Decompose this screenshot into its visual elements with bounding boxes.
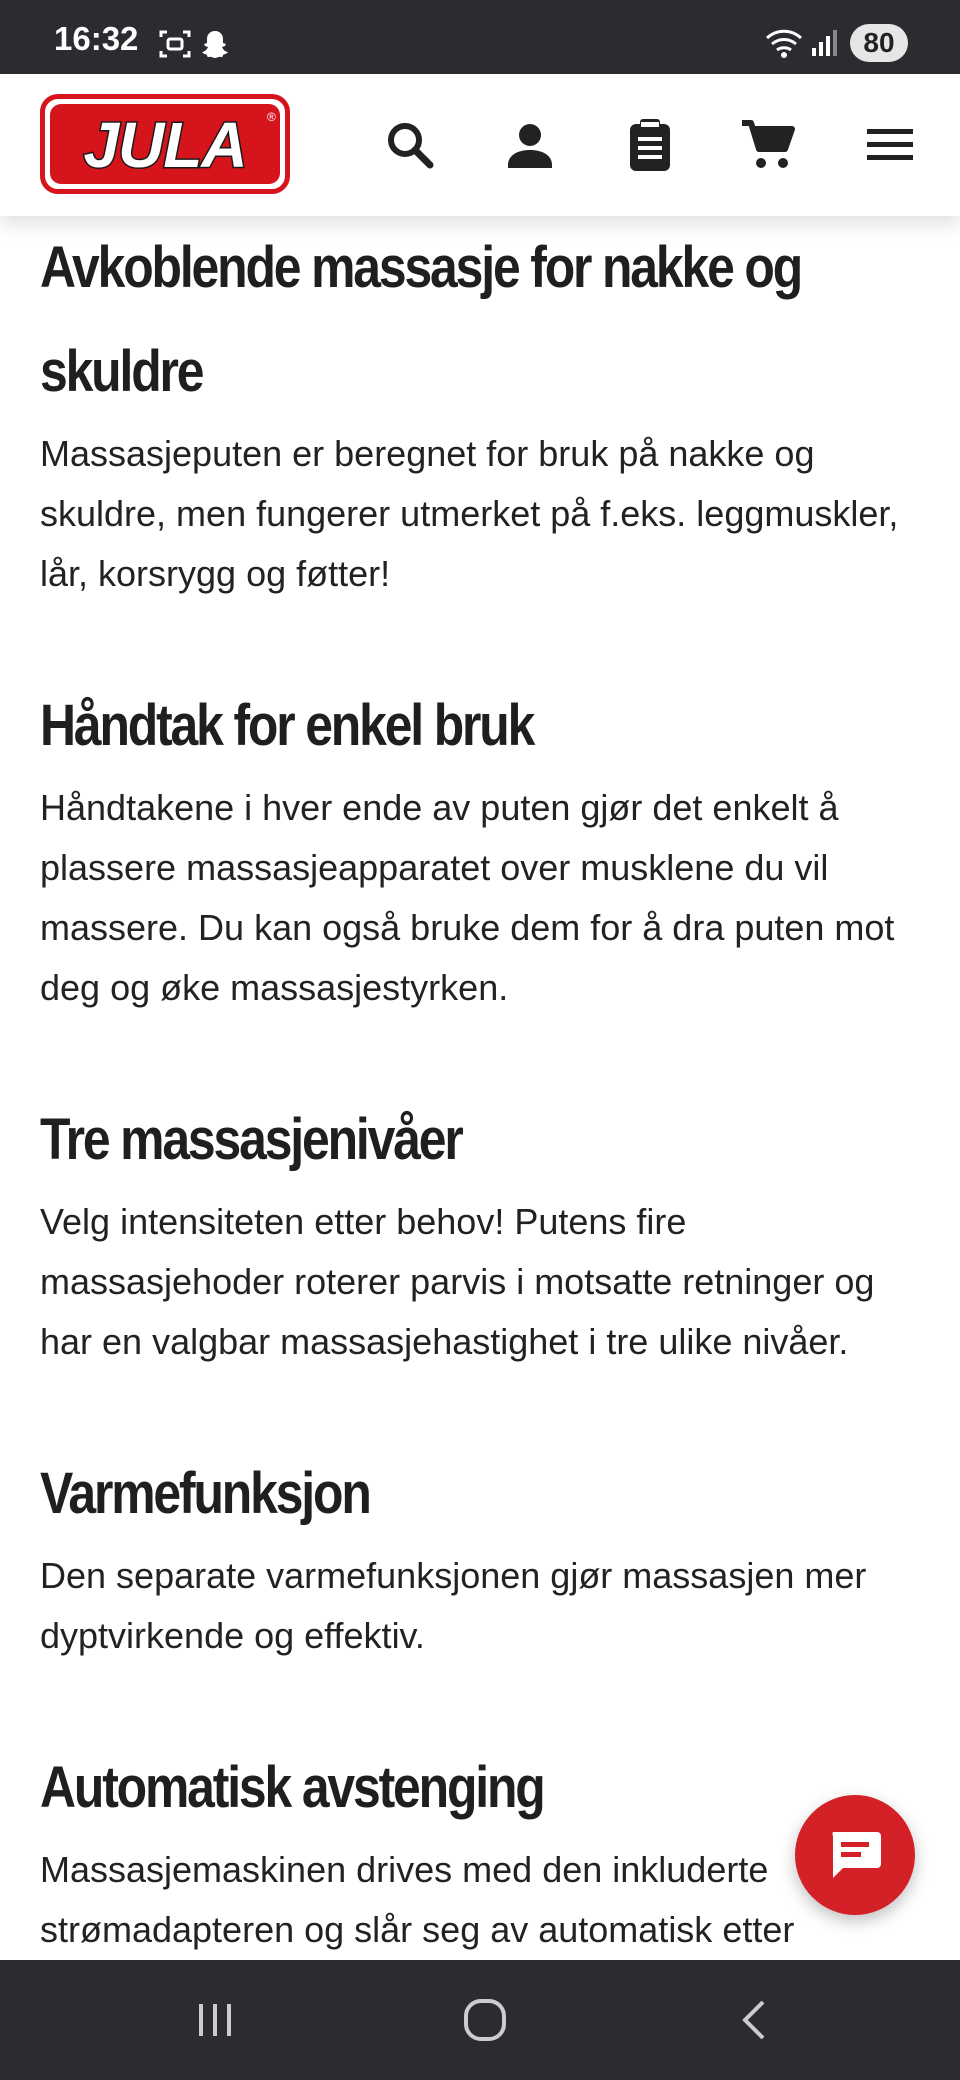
cart-button[interactable] — [733, 110, 803, 180]
section-title: Håndtak for enkel bruk — [40, 693, 534, 758]
section-title: Tre massasjenivåer — [40, 1107, 462, 1172]
jula-logo[interactable] — [40, 94, 290, 194]
status-time: 16:32 — [54, 20, 139, 57]
section-handles — [40, 674, 930, 1018]
account-icon — [504, 119, 556, 171]
search-icon — [384, 119, 436, 171]
section-body: Den separate varmefunksjonen gjør massasjen mer dyptvirkende og effektiv. — [40, 1555, 867, 1656]
logo-wordmark — [45, 99, 285, 189]
section-body: Massasjemaskinen drives med den inkluderte strømadapteren og slår seg av automatisk etter — [40, 1849, 795, 1950]
snapchat-icon — [198, 28, 232, 65]
product-description — [40, 216, 930, 1960]
chat-icon — [827, 1828, 883, 1882]
back-icon — [735, 1996, 775, 2044]
wifi-icon — [764, 26, 804, 65]
home-button[interactable] — [450, 1990, 520, 2050]
system-nav-bar — [0, 1960, 960, 2080]
chat-button[interactable] — [795, 1795, 915, 1915]
cart-icon — [740, 118, 796, 172]
section-title: Avkoblende massasje for nakke og skuldre — [40, 235, 802, 404]
screenshot-icon — [158, 28, 192, 65]
recent-apps-button[interactable] — [180, 1990, 250, 2050]
svg-text:JULA: JULA — [83, 109, 247, 181]
recent-apps-icon — [193, 2000, 237, 2040]
section-heat-function — [40, 1442, 930, 1666]
signal-icon — [810, 28, 838, 63]
section-title: Varmefunksjon — [40, 1461, 370, 1526]
account-button[interactable] — [495, 110, 565, 180]
menu-icon — [865, 125, 915, 165]
back-button[interactable] — [720, 1990, 790, 2050]
status-bar — [0, 0, 960, 74]
section-body: Massasjeputen er beregnet for bruk på nakke og skuldre, men fungerer utmerket på f.eks. leggmuskler, lår, korsrygg og føtter! — [40, 433, 899, 594]
site-header — [0, 74, 960, 216]
home-icon — [461, 1996, 509, 2044]
section-body: Håndtakene i hver ende av puten gjør det enkelt å plassere massasjeapparatet over musklene du vil massere. Du kan også bruke dem for å dra puten mot deg og øke massasjestyrken. — [40, 787, 895, 1008]
shopping-list-button[interactable] — [615, 110, 685, 180]
svg-text:®: ® — [267, 110, 276, 124]
battery-icon: 80 — [850, 24, 908, 62]
section-neck-shoulder — [40, 216, 930, 604]
section-massage-levels — [40, 1088, 930, 1372]
search-button[interactable] — [375, 110, 445, 180]
section-body: Velg intensiteten etter behov! Putens fire massasjehoder roterer parvis i motsatte retninger og har en valgbar massasjehastighet i tre ulike nivåer. — [40, 1201, 875, 1362]
menu-button[interactable] — [855, 110, 925, 180]
section-title: Automatisk avstenging — [40, 1755, 544, 1820]
clipboard-icon — [624, 117, 676, 173]
